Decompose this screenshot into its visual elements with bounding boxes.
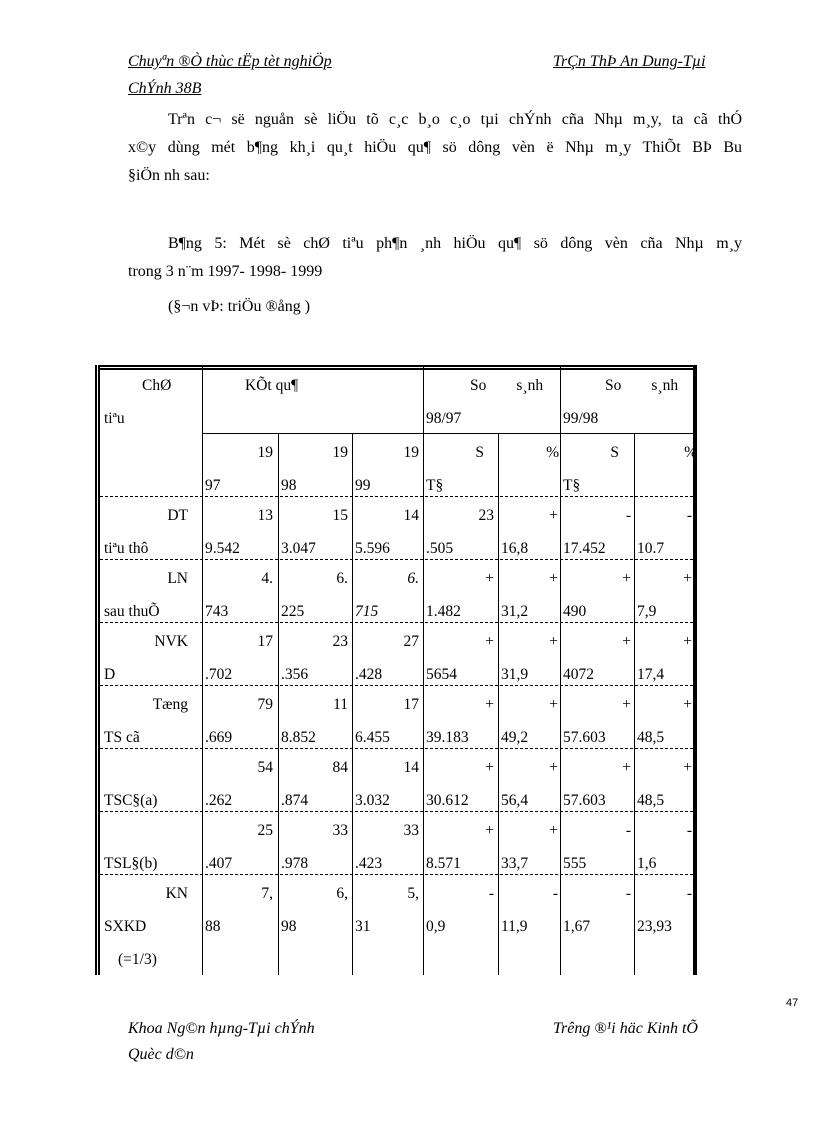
cell-bottom: 1,6 <box>637 855 657 872</box>
table-cell <box>563 562 631 628</box>
table-cell <box>563 688 631 754</box>
cell-bottom: 7,9 <box>637 603 657 620</box>
cell-bottom: 57.603 <box>563 729 606 746</box>
table-cell <box>637 688 692 754</box>
cell-top: - <box>488 885 494 902</box>
footer-right: Trêng ®¹i häc Kinh tÕ <box>553 1020 698 1037</box>
cell-top: 17 <box>257 633 273 650</box>
table-cell <box>205 625 273 691</box>
table-cell <box>355 877 419 943</box>
table-cell <box>281 625 348 691</box>
cell-bottom: 225 <box>281 603 305 620</box>
intro-line-2: x©y dùng mét b¶ng kh¸i qu¸t hiÖu qu¶ sö dông vèn ë Nhµ m¸y ThiÕt BÞ Bu <box>128 139 742 156</box>
cell-top: + <box>683 759 692 776</box>
intro-line-3: §iÖn nh sau: <box>128 167 210 184</box>
table-cell <box>281 499 348 565</box>
table-cell <box>426 814 494 880</box>
col-line-4 <box>423 365 424 975</box>
cell-bottom: 33,7 <box>501 855 529 872</box>
cell-bottom: .505 <box>426 540 454 557</box>
row-label-line2: TSL§(b) <box>104 855 158 872</box>
subhead-1998-bottom: 98 <box>281 477 297 494</box>
table-border-top-gap <box>95 367 697 368</box>
unit-note: (§¬n vÞ: triÖu ®ång ) <box>168 298 311 315</box>
head-cmp1-years: 98/97 <box>426 410 462 427</box>
row-label-line1: DT <box>167 507 188 524</box>
table-cell <box>563 814 631 880</box>
intro-line-1: Trªn c¬ së nguån sè liÖu tõ c¸c b¸o c¸o tµi chÝnh cña Nhµ m¸y, ta cã thÓ <box>168 111 742 128</box>
intro-paragraph <box>128 106 742 190</box>
cell-top: + <box>485 759 494 776</box>
cell-bottom: 5654 <box>426 666 457 683</box>
cell-top: + <box>683 570 692 587</box>
head-indicator <box>100 369 200 435</box>
table-cell <box>205 499 273 565</box>
subhead-st1-bottom: T§ <box>426 477 444 494</box>
table-cell <box>205 751 273 817</box>
table-cell <box>205 688 273 754</box>
row-label-line2: SXKD <box>104 918 147 935</box>
cell-top: 13 <box>257 507 273 524</box>
cell-bottom: 715 <box>355 603 379 620</box>
head-cmp1-sanh: s¸nh <box>516 377 544 394</box>
head-cmp1-so: So <box>470 377 487 394</box>
cell-top: 6. <box>336 570 348 587</box>
cell-bottom: 31,2 <box>501 603 529 620</box>
cell-top: + <box>622 570 631 587</box>
footer-left-line2: Quèc d©n <box>128 1046 194 1063</box>
cell-bottom: 31,9 <box>501 666 529 683</box>
table-cell <box>501 688 558 754</box>
cell-bottom: 98 <box>281 918 297 935</box>
cell-top: - <box>625 507 631 524</box>
row-label <box>100 877 200 976</box>
table-cell <box>501 877 558 943</box>
table-cell <box>637 562 692 628</box>
col-line-3 <box>352 433 353 975</box>
header-left: Chuyªn ®Ò thùc tËp tèt nghiÖp <box>128 53 332 70</box>
table-cell <box>501 814 558 880</box>
cell-top: - <box>625 885 631 902</box>
cell-top: - <box>686 822 692 839</box>
cell-top: + <box>485 570 494 587</box>
row-label-line2: TS cã <box>104 729 140 746</box>
cell-bottom: 10.7 <box>637 540 665 557</box>
table-border-left-gap <box>97 365 98 975</box>
subhead-pct-2 <box>637 436 697 469</box>
cell-top: + <box>683 633 692 650</box>
cell-top: - <box>625 822 631 839</box>
subhead-1998 <box>281 436 348 502</box>
cell-top: + <box>622 759 631 776</box>
cell-top: + <box>549 633 558 650</box>
table-cell <box>637 625 692 691</box>
table-cell <box>426 499 494 565</box>
cell-top: + <box>549 759 558 776</box>
cell-top: 11 <box>333 696 348 713</box>
row-label <box>100 751 200 817</box>
subhead-1997-bottom: 97 <box>205 477 221 494</box>
header-left-line2: ChÝnh 38B <box>128 80 202 97</box>
results-table <box>95 365 697 975</box>
cell-bottom: 1.482 <box>426 603 461 620</box>
cell-top: 14 <box>403 507 419 524</box>
subhead-st2-bottom: T§ <box>563 477 581 494</box>
row-label-note: (=1/3) <box>118 951 157 968</box>
table-cell <box>281 814 348 880</box>
footer-left: Khoa Ng©n hµng-Tµi chÝnh <box>128 1020 315 1037</box>
subhead-1999-bottom: 99 <box>355 477 371 494</box>
table-cell <box>355 814 419 880</box>
table-cell <box>426 877 494 943</box>
head-indicator-line1: ChØ <box>142 377 172 394</box>
head-compare-98-97 <box>426 369 558 435</box>
cell-bottom: .407 <box>205 855 233 872</box>
table-cell <box>637 814 692 880</box>
row-label-line2: tiªu thô <box>104 540 149 557</box>
cell-bottom: 17.452 <box>563 540 606 557</box>
head-indicator-line2: tiªu <box>104 410 125 427</box>
row-label-line2: sau thuÕ <box>104 603 160 620</box>
cell-top: 15 <box>332 507 348 524</box>
table-cell <box>637 877 692 943</box>
table-cell <box>355 688 419 754</box>
cell-bottom: 31 <box>355 918 371 935</box>
cell-top: - <box>686 885 692 902</box>
cell-bottom: .669 <box>205 729 233 746</box>
col-line-6 <box>560 365 561 975</box>
cell-top: - <box>686 507 692 524</box>
cell-bottom: 5.596 <box>355 540 390 557</box>
cell-bottom: 49,2 <box>501 729 529 746</box>
cell-top: 7, <box>261 885 273 902</box>
cell-bottom: 57.603 <box>563 792 606 809</box>
cell-bottom: 8.571 <box>426 855 461 872</box>
head-cmp2-sanh: s¸nh <box>651 377 679 394</box>
table-cell <box>563 751 631 817</box>
row-label-line1 <box>100 751 200 784</box>
cell-top: 54 <box>257 759 273 776</box>
cell-top: 84 <box>332 759 348 776</box>
table-cell <box>563 877 631 943</box>
cell-bottom: 48,5 <box>637 792 665 809</box>
table-cell <box>355 751 419 817</box>
cell-bottom: 743 <box>205 603 229 620</box>
cell-bottom: 0,9 <box>426 918 446 935</box>
cell-bottom: 9.542 <box>205 540 240 557</box>
row-label <box>100 625 200 691</box>
cell-bottom: 39.183 <box>426 729 469 746</box>
caption-line-2: trong 3 n¨m 1997- 1998- 1999 <box>128 263 323 280</box>
subhead-st-1 <box>426 436 484 502</box>
page-number: 47 <box>786 997 799 1009</box>
subhead-st-2 <box>563 436 619 502</box>
cell-bottom: 3.032 <box>355 792 390 809</box>
col-line-7 <box>634 433 635 975</box>
cell-top: 23 <box>332 633 348 650</box>
cell-top: + <box>549 822 558 839</box>
cell-bottom: 555 <box>563 855 587 872</box>
table-cell <box>281 562 348 628</box>
cell-bottom: .262 <box>205 792 233 809</box>
row-label-line1: LN <box>167 570 188 587</box>
row-label-line2: D <box>104 666 116 683</box>
cell-top: 33 <box>332 822 348 839</box>
cell-top: 79 <box>257 696 273 713</box>
subhead-st1-top: S <box>475 444 484 461</box>
cell-bottom: 4072 <box>563 666 594 683</box>
cell-top: + <box>485 696 494 713</box>
cell-bottom: .874 <box>281 792 309 809</box>
table-cell <box>563 499 631 565</box>
cell-top: 14 <box>403 759 419 776</box>
cell-top: 27 <box>403 633 419 650</box>
cell-top: + <box>622 633 631 650</box>
table-cell <box>501 625 558 691</box>
cell-top: 6. <box>407 570 419 587</box>
table-cell <box>281 877 348 943</box>
table-cell <box>205 814 273 880</box>
table-caption <box>128 230 742 286</box>
cell-bottom: 23,93 <box>637 918 672 935</box>
row-label-line1: NVK <box>154 633 188 650</box>
cell-top: 25 <box>257 822 273 839</box>
subhead-1997 <box>205 436 273 502</box>
table-cell <box>637 751 692 817</box>
cell-bottom: 30.612 <box>426 792 469 809</box>
cell-top: + <box>549 570 558 587</box>
header-right: TrÇn ThÞ An Dung-Tµi <box>553 53 706 70</box>
table-cell <box>281 688 348 754</box>
cell-bottom: 16,8 <box>501 540 529 557</box>
cell-top: + <box>683 696 692 713</box>
cell-bottom: 88 <box>205 918 221 935</box>
cell-top: 23 <box>478 507 494 524</box>
table-cell <box>426 625 494 691</box>
table-cell <box>501 751 558 817</box>
table-cell <box>205 877 273 943</box>
subhead-pct1-text: % <box>546 444 559 461</box>
cell-top: + <box>549 696 558 713</box>
cell-bottom: .978 <box>281 855 309 872</box>
cell-bottom: .423 <box>355 855 383 872</box>
subhead-1997-top: 19 <box>257 444 273 461</box>
cell-top: + <box>622 696 631 713</box>
table-cell <box>355 499 419 565</box>
cell-bottom: 1,67 <box>563 918 591 935</box>
subhead-st2-top: S <box>610 444 619 461</box>
subhead-pct2-text: % <box>684 444 697 461</box>
cell-top: + <box>485 633 494 650</box>
subhead-1999 <box>355 436 419 502</box>
head-cmp2-so: So <box>605 377 622 394</box>
table-cell <box>205 562 273 628</box>
head-compare-99-98 <box>563 369 693 435</box>
cell-bottom: 490 <box>563 603 587 620</box>
table-cell <box>501 499 558 565</box>
cell-top: 4. <box>261 570 273 587</box>
subhead-1999-top: 19 <box>403 444 419 461</box>
cell-bottom: 8.852 <box>281 729 316 746</box>
table-cell <box>563 625 631 691</box>
cell-top: 33 <box>403 822 419 839</box>
subhead-pct-1 <box>501 436 559 469</box>
head-result: KÕt qu¶ <box>245 377 299 394</box>
cell-bottom: 11,9 <box>501 918 528 935</box>
col-line-1 <box>202 365 203 975</box>
table-cell <box>426 751 494 817</box>
table-cell <box>501 562 558 628</box>
cell-bottom: 48,5 <box>637 729 665 746</box>
cell-bottom: .356 <box>281 666 309 683</box>
row-label <box>100 814 200 880</box>
table-cell <box>637 499 692 565</box>
cell-top: 6, <box>336 885 348 902</box>
subhead-1998-top: 19 <box>332 444 348 461</box>
table-cell <box>426 562 494 628</box>
table-cell <box>426 688 494 754</box>
col-line-5 <box>498 433 499 975</box>
cell-top: + <box>485 822 494 839</box>
cell-bottom: 3.047 <box>281 540 316 557</box>
cell-bottom: 6.455 <box>355 729 390 746</box>
cell-top: - <box>552 885 558 902</box>
row-label-line2: TSC§(a) <box>104 792 158 809</box>
table-cell <box>355 562 419 628</box>
cell-top: 5, <box>407 885 419 902</box>
row-label <box>100 562 200 628</box>
cell-bottom: .428 <box>355 666 383 683</box>
table-cell <box>355 625 419 691</box>
row-label-line1: Tæng <box>152 696 188 713</box>
col-line-2 <box>278 433 279 975</box>
cell-bottom: 17,4 <box>637 666 665 683</box>
cell-bottom: .702 <box>205 666 233 683</box>
row-label-line1 <box>100 814 200 847</box>
row-label <box>100 688 200 754</box>
caption-line-1: B¶ng 5: Mét sè chØ tiªu ph¶n ¸nh hiÖu qu¶ sö dông vèn cña Nhµ m¸y <box>168 235 742 252</box>
cell-top: 17 <box>403 696 419 713</box>
head-cmp2-years: 99/98 <box>563 410 599 427</box>
row-label-line1: KN <box>165 885 188 902</box>
cell-bottom: 56,4 <box>501 792 529 809</box>
row-label <box>100 499 200 565</box>
table-cell <box>281 751 348 817</box>
cell-top: + <box>549 507 558 524</box>
